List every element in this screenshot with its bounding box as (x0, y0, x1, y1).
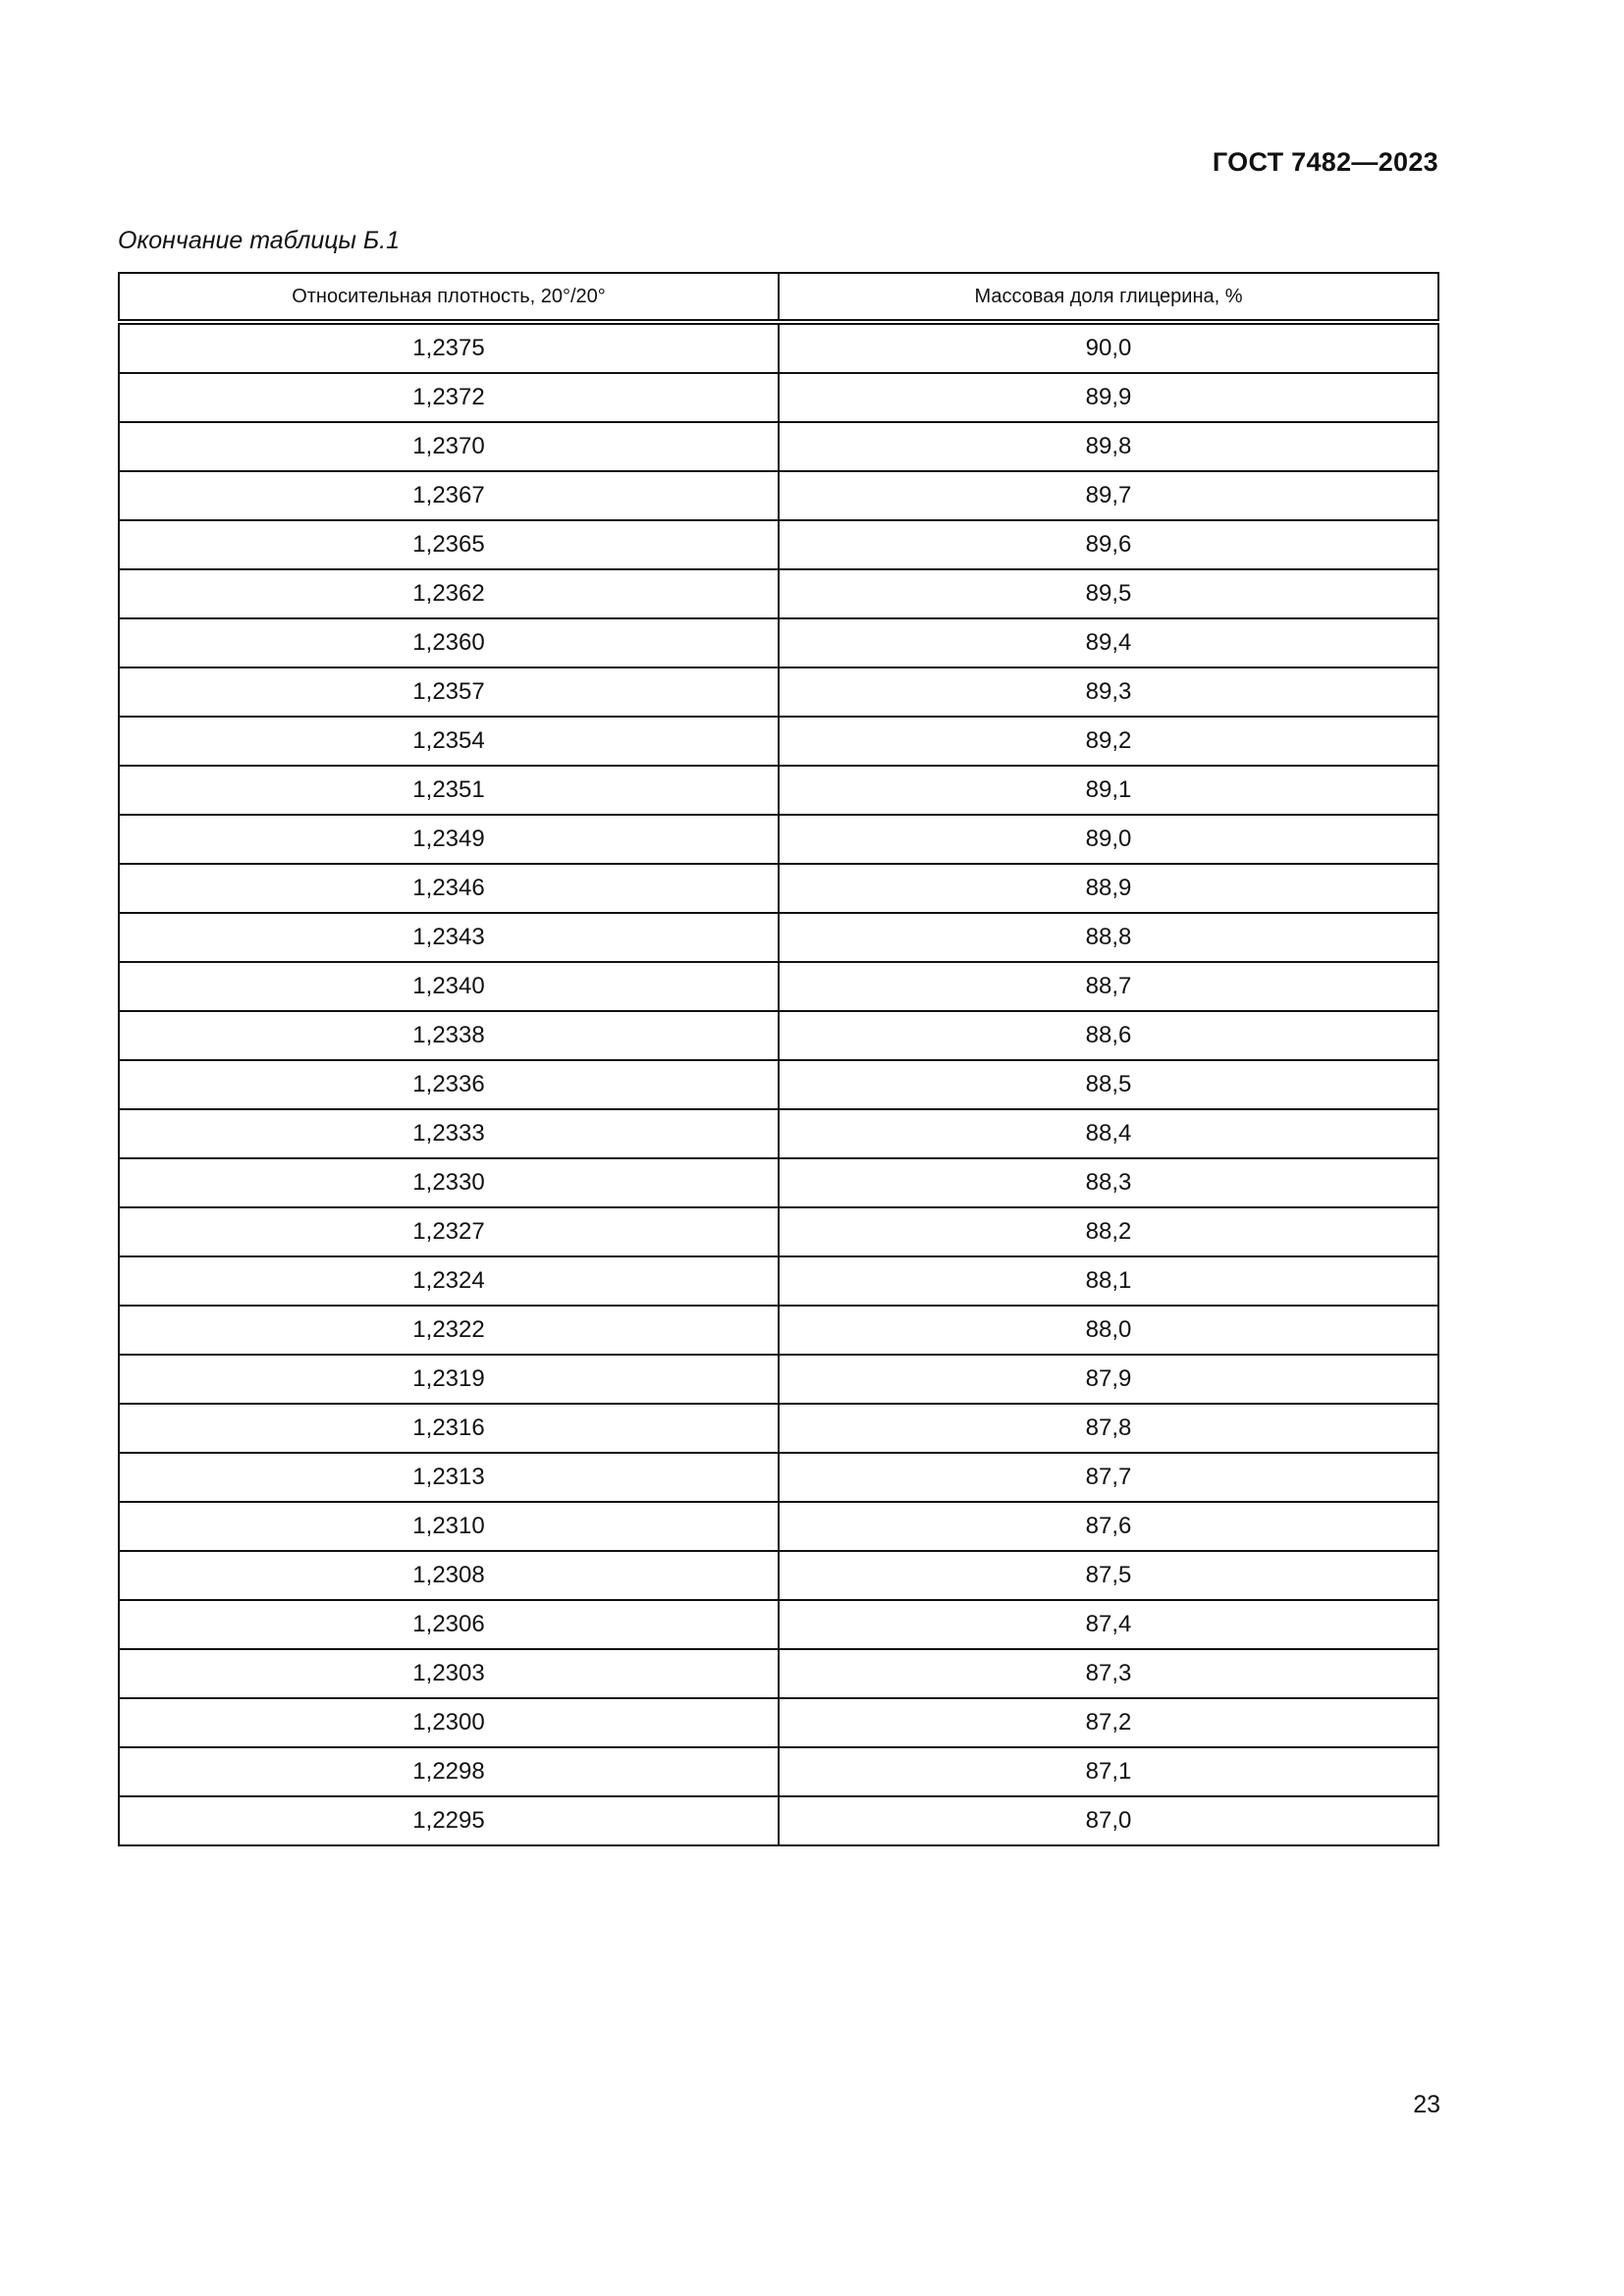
density-cell: 1,2333 (119, 1109, 779, 1158)
table-body (119, 322, 1438, 1845)
table-row (119, 1306, 1438, 1355)
density-cell: 1,2303 (119, 1649, 779, 1698)
density-cell: 1,2336 (119, 1060, 779, 1109)
density-cell: 1,2343 (119, 913, 779, 962)
density-cell: 1,2338 (119, 1011, 779, 1060)
table-row (119, 766, 1438, 815)
density-cell: 1,2316 (119, 1404, 779, 1453)
table-row (119, 1502, 1438, 1551)
density-cell: 1,2372 (119, 373, 779, 422)
glycerin-cell: 89,3 (779, 667, 1438, 717)
glycerin-cell: 87,9 (779, 1355, 1438, 1404)
glycerin-cell: 87,4 (779, 1600, 1438, 1649)
table-row (119, 1796, 1438, 1845)
table-row (119, 1551, 1438, 1600)
glycerin-cell: 89,1 (779, 766, 1438, 815)
density-cell: 1,2322 (119, 1306, 779, 1355)
density-cell: 1,2306 (119, 1600, 779, 1649)
glycerin-cell: 89,7 (779, 471, 1438, 520)
density-cell: 1,2370 (119, 422, 779, 471)
density-cell: 1,2351 (119, 766, 779, 815)
density-cell: 1,2313 (119, 1453, 779, 1502)
table-row (119, 1158, 1438, 1207)
table-row (119, 1600, 1438, 1649)
density-cell: 1,2308 (119, 1551, 779, 1600)
table-row (119, 1698, 1438, 1747)
glycerin-cell: 88,9 (779, 864, 1438, 913)
header-row (119, 273, 1438, 322)
density-cell: 1,2319 (119, 1355, 779, 1404)
glycerin-cell: 89,6 (779, 520, 1438, 569)
density-cell: 1,2375 (119, 322, 779, 373)
page-number: 23 (1413, 2091, 1440, 2118)
table-row (119, 1109, 1438, 1158)
table-row (119, 1453, 1438, 1502)
density-cell: 1,2295 (119, 1796, 779, 1845)
table-row (119, 471, 1438, 520)
table-row (119, 1355, 1438, 1404)
density-cell: 1,2354 (119, 717, 779, 766)
glycerin-cell: 87,8 (779, 1404, 1438, 1453)
density-glycerin-table (118, 272, 1439, 1846)
table-row (119, 913, 1438, 962)
table-row (119, 1747, 1438, 1796)
glycerin-cell: 88,6 (779, 1011, 1438, 1060)
glycerin-cell: 89,9 (779, 373, 1438, 422)
glycerin-cell: 88,3 (779, 1158, 1438, 1207)
density-cell: 1,2360 (119, 618, 779, 667)
glycerin-cell: 87,5 (779, 1551, 1438, 1600)
glycerin-cell: 87,2 (779, 1698, 1438, 1747)
glycerin-cell: 88,2 (779, 1207, 1438, 1256)
column-header-density: Относительная плотность, 20°/20° (119, 273, 779, 322)
table-row (119, 1011, 1438, 1060)
density-cell: 1,2367 (119, 471, 779, 520)
glycerin-cell: 89,2 (779, 717, 1438, 766)
glycerin-cell: 88,0 (779, 1306, 1438, 1355)
table-row (119, 520, 1438, 569)
table-row (119, 1060, 1438, 1109)
table-row (119, 815, 1438, 864)
table-row (119, 1256, 1438, 1306)
glycerin-cell: 87,1 (779, 1747, 1438, 1796)
table-row (119, 373, 1438, 422)
column-header-glycerin: Массовая доля глицерина, % (779, 273, 1438, 322)
table-row (119, 864, 1438, 913)
glycerin-cell: 87,7 (779, 1453, 1438, 1502)
table-container (118, 272, 1439, 1846)
table-caption: Окончание таблицы Б.1 (118, 227, 400, 254)
density-cell: 1,2300 (119, 1698, 779, 1747)
glycerin-cell: 89,0 (779, 815, 1438, 864)
table-row (119, 1207, 1438, 1256)
density-cell: 1,2349 (119, 815, 779, 864)
table-row (119, 667, 1438, 717)
glycerin-cell: 88,1 (779, 1256, 1438, 1306)
glycerin-cell: 87,6 (779, 1502, 1438, 1551)
density-cell: 1,2298 (119, 1747, 779, 1796)
table-row (119, 1404, 1438, 1453)
density-cell: 1,2357 (119, 667, 779, 717)
table-row (119, 962, 1438, 1011)
density-cell: 1,2327 (119, 1207, 779, 1256)
table-row (119, 322, 1438, 373)
density-cell: 1,2324 (119, 1256, 779, 1306)
glycerin-cell: 89,8 (779, 422, 1438, 471)
glycerin-cell: 90,0 (779, 322, 1438, 373)
glycerin-cell: 88,8 (779, 913, 1438, 962)
table-row (119, 618, 1438, 667)
table-row (119, 717, 1438, 766)
glycerin-cell: 88,4 (779, 1109, 1438, 1158)
table-header (119, 273, 1438, 322)
density-cell: 1,2310 (119, 1502, 779, 1551)
density-cell: 1,2340 (119, 962, 779, 1011)
density-cell: 1,2362 (119, 569, 779, 618)
glycerin-cell: 87,3 (779, 1649, 1438, 1698)
density-cell: 1,2365 (119, 520, 779, 569)
glycerin-cell: 88,7 (779, 962, 1438, 1011)
glycerin-cell: 89,5 (779, 569, 1438, 618)
table-row (119, 422, 1438, 471)
glycerin-cell: 87,0 (779, 1796, 1438, 1845)
document-code: ГОСТ 7482—2023 (1212, 147, 1438, 177)
glycerin-cell: 89,4 (779, 618, 1438, 667)
glycerin-cell: 88,5 (779, 1060, 1438, 1109)
table-row (119, 569, 1438, 618)
density-cell: 1,2330 (119, 1158, 779, 1207)
density-cell: 1,2346 (119, 864, 779, 913)
table-row (119, 1649, 1438, 1698)
